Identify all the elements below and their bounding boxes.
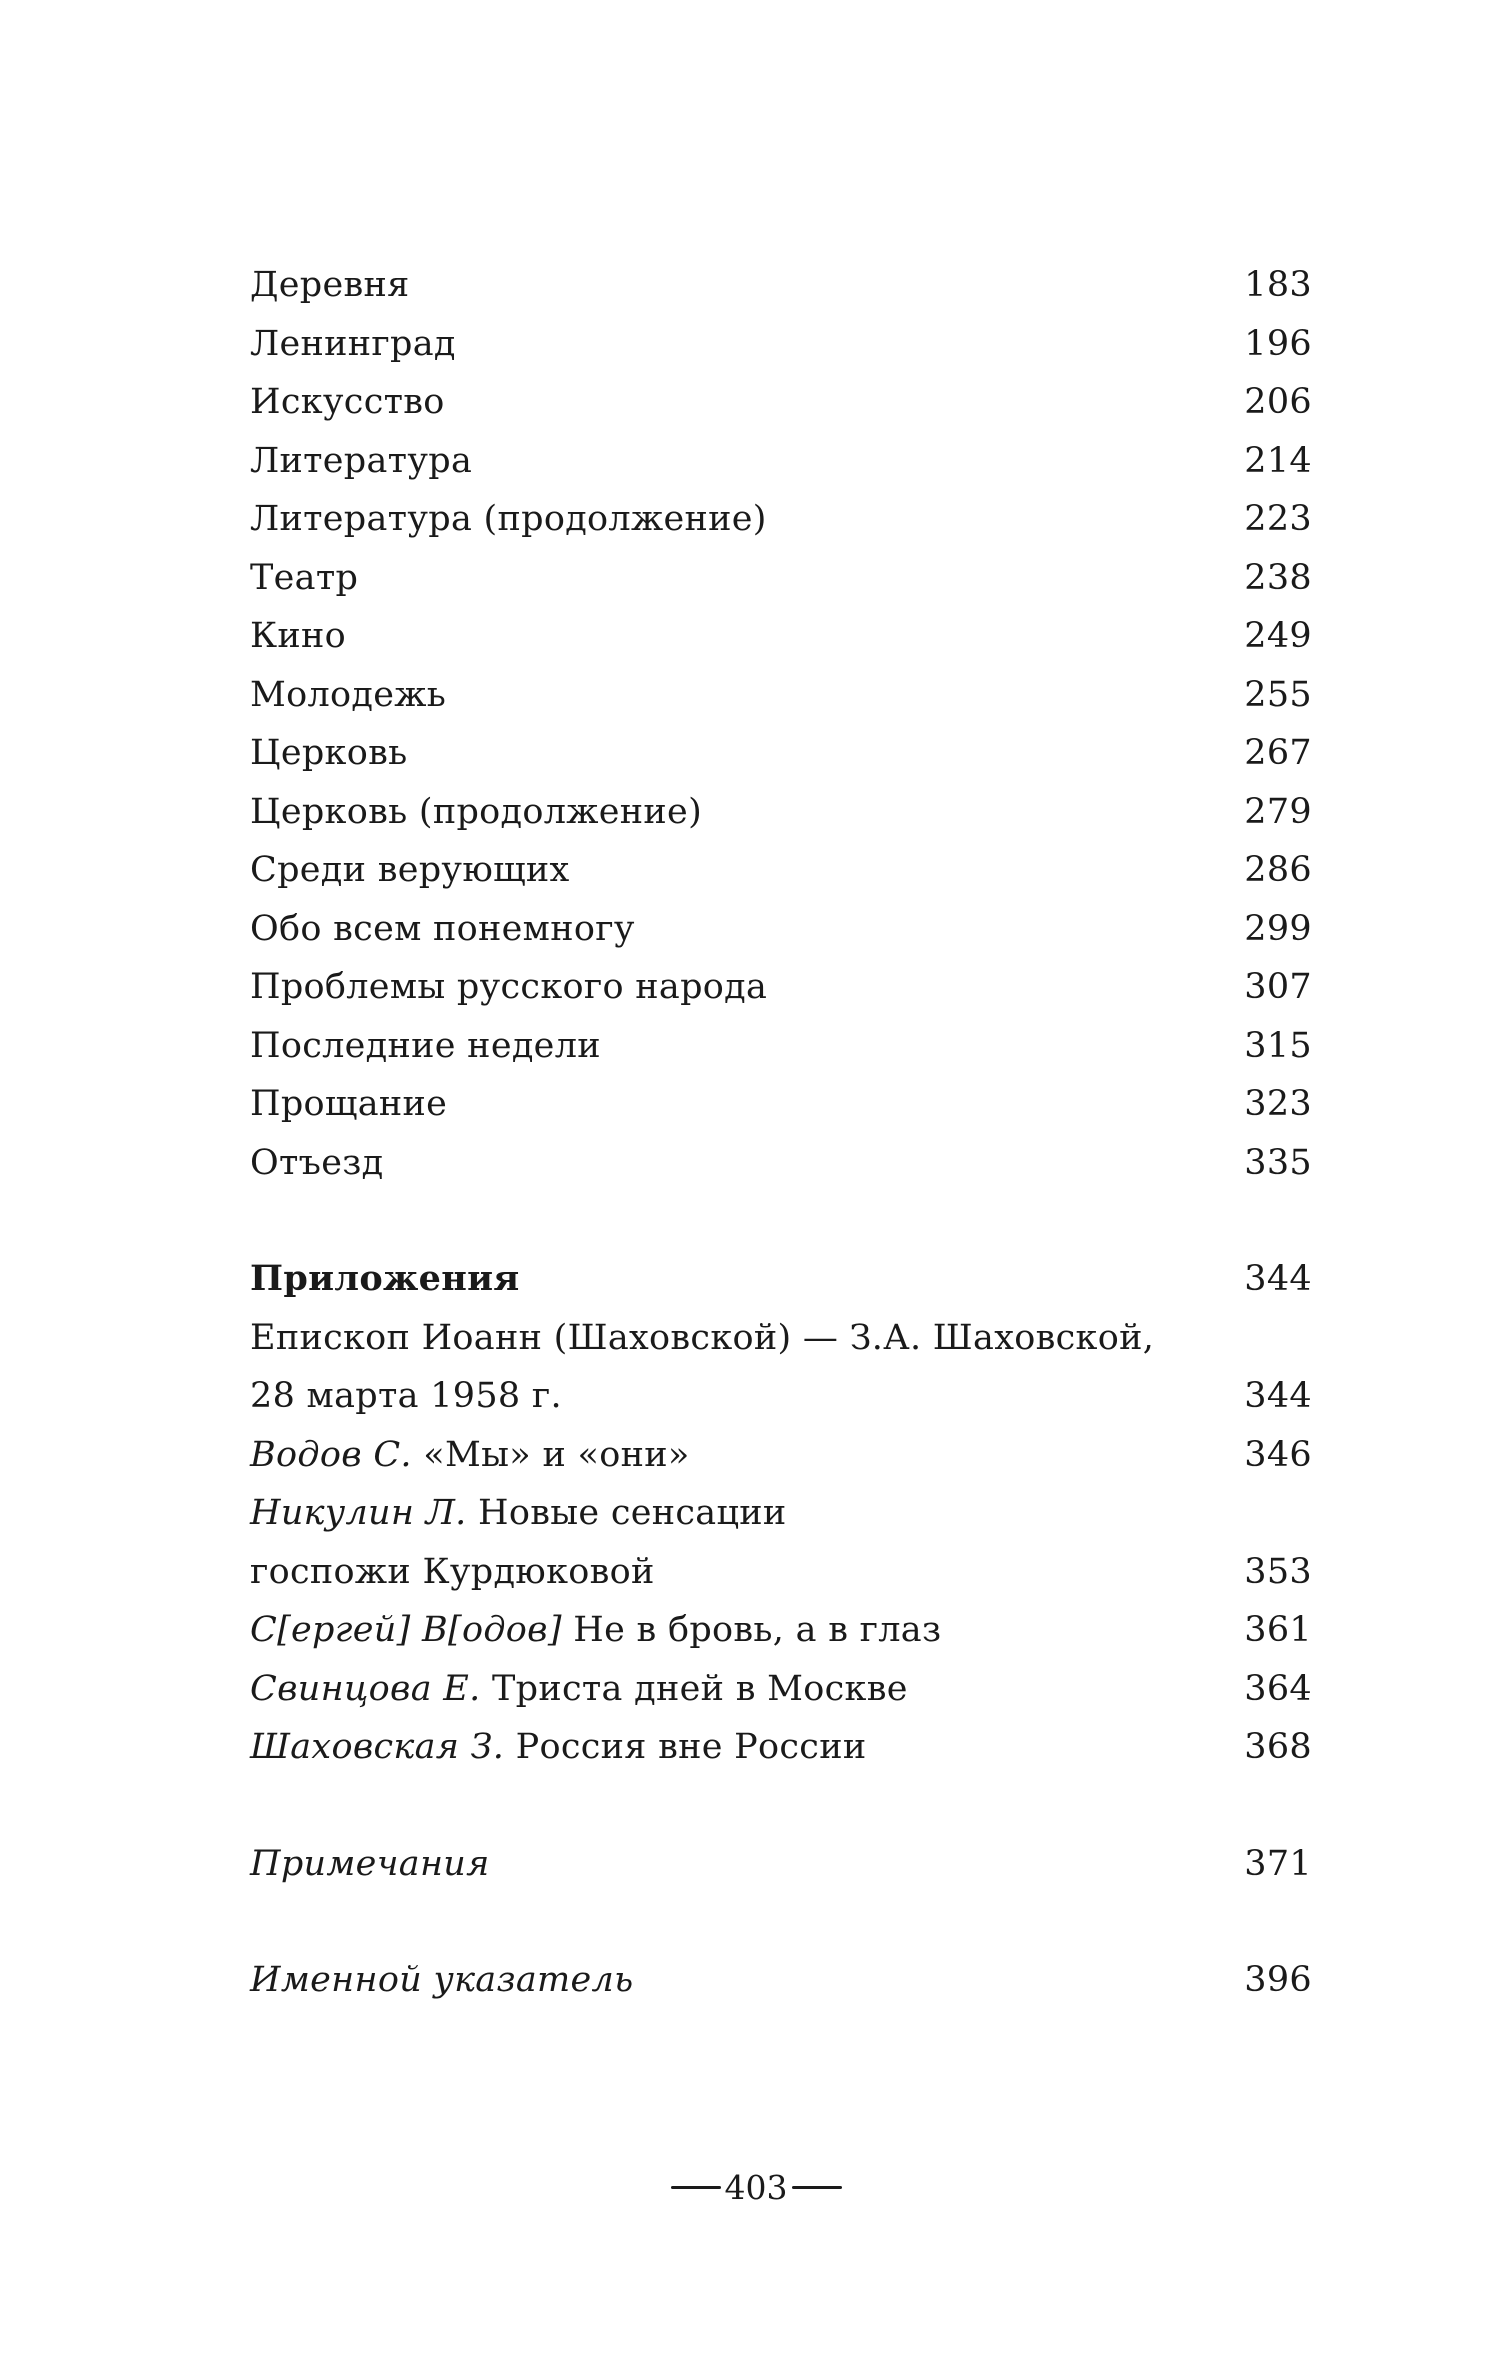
- dot-leader: [393, 1139, 1236, 1174]
- toc-entry-title: [250, 1484, 787, 1543]
- toc-entry[interactable]: [250, 549, 1312, 608]
- toc-entry[interactable]: [250, 432, 1312, 491]
- toc-entry-page: 183: [1244, 265, 1312, 305]
- toc-entry-title: [250, 1951, 633, 2010]
- toc-entry[interactable]: [250, 256, 1312, 315]
- toc-entry-page: 267: [1244, 733, 1312, 773]
- toc-entry-page: 396: [1244, 1960, 1312, 2000]
- footer-ornament-right: [792, 2186, 842, 2189]
- toc-entry-index[interactable]: [250, 1951, 1312, 2010]
- toc-entry-title: Литература: [250, 440, 473, 481]
- toc-entry-page: 214: [1244, 440, 1312, 481]
- toc-entry-page: 223: [1244, 499, 1312, 539]
- dot-leader: [356, 612, 1236, 647]
- work-title: Новые сенсации: [478, 1493, 787, 1533]
- toc-entry-page: 206: [1244, 382, 1312, 422]
- toc-entry-page: 255: [1244, 674, 1312, 715]
- dot-leader: [457, 1080, 1236, 1115]
- toc-entry[interactable]: [250, 1075, 1312, 1134]
- toc-entry-title: Искусство: [250, 382, 445, 422]
- dot-leader: [580, 846, 1237, 881]
- toc-entry-page: 346: [1244, 1434, 1312, 1475]
- notes-title: Примечания: [250, 1843, 490, 1884]
- index-title: Именной указатель: [250, 1960, 634, 2000]
- toc-entry-title: Среди верующих: [250, 850, 570, 890]
- toc-entry[interactable]: [250, 1660, 1312, 1719]
- toc-entry-title: Прощание: [250, 1084, 448, 1124]
- toc-entry-page: 335: [1244, 1142, 1312, 1183]
- author-name: Свинцова Е.: [250, 1668, 481, 1709]
- toc-entry-title: [250, 1718, 866, 1777]
- toc-entry[interactable]: [250, 841, 1312, 900]
- dot-leader: [420, 261, 1237, 296]
- toc-entry-title: Проблемы русского народа: [250, 967, 768, 1007]
- toc-entry-page: 249: [1244, 616, 1312, 656]
- toc-entry[interactable]: [250, 1134, 1312, 1193]
- toc-entry[interactable]: [250, 783, 1312, 842]
- dot-leader: [572, 1372, 1236, 1407]
- toc-entry-page: 353: [1244, 1551, 1312, 1592]
- toc-entry-title: Театр: [250, 557, 359, 598]
- author-name: Шаховская З.: [250, 1727, 505, 1767]
- dot-leader: [368, 554, 1236, 589]
- toc-entry-appendix[interactable]: [250, 1250, 1312, 1309]
- appendix-heading-text: Приложения: [250, 1258, 520, 1299]
- toc-entry-title: Отъезд: [250, 1142, 384, 1183]
- section-spacer: [250, 1893, 1312, 1951]
- toc-entry[interactable]: [250, 1718, 1312, 1777]
- toc-entry-title: Деревня: [250, 265, 410, 305]
- toc-entry[interactable]: [250, 1017, 1312, 1076]
- toc-entry-page: 307: [1244, 967, 1312, 1007]
- toc-entry-title: Последние недели: [250, 1025, 601, 1066]
- work-title: Россия вне России: [515, 1727, 867, 1767]
- toc-entry-page: 196: [1244, 323, 1312, 364]
- dot-leader: [712, 788, 1236, 823]
- dot-leader: [951, 1606, 1236, 1641]
- toc-entry-page: 299: [1244, 908, 1312, 949]
- toc-entry-notes[interactable]: [250, 1835, 1312, 1894]
- author-name: Никулин Л.: [250, 1493, 467, 1533]
- dot-leader: [456, 671, 1236, 706]
- page-footer: [0, 2165, 1512, 2207]
- dot-leader: [777, 495, 1237, 530]
- toc-entry-page: 344: [1244, 1376, 1312, 1416]
- dot-leader: [643, 1956, 1236, 1991]
- toc-entry-page: 361: [1244, 1610, 1312, 1650]
- toc-entry-line: [250, 1309, 1312, 1368]
- author-name: Водов С.: [250, 1434, 412, 1475]
- section-spacer: [250, 1192, 1312, 1250]
- toc-entry[interactable]: [250, 900, 1312, 959]
- author-name: С[ергей] В[одов]: [250, 1610, 562, 1650]
- toc-entry-page: 344: [1244, 1259, 1312, 1299]
- toc-entry[interactable]: [250, 1426, 1312, 1485]
- toc-entry[interactable]: [250, 724, 1312, 783]
- work-title: «Мы» и «они»: [423, 1434, 690, 1475]
- toc-entry-title: 28 марта 1958 г.: [250, 1376, 562, 1416]
- toc-entry[interactable]: [250, 1367, 1312, 1426]
- dot-leader: [466, 320, 1237, 355]
- toc-entry-title: Епископ Иоанн (Шаховской) — З.А. Шаховской,: [250, 1317, 1155, 1358]
- toc-entry-title: госпожи Курдюковой: [250, 1551, 655, 1592]
- toc-entry[interactable]: [250, 1543, 1312, 1602]
- toc-entry-title: Церковь (продолжение): [250, 791, 703, 832]
- toc-entry-title: Кино: [250, 616, 347, 656]
- page-number: 403: [724, 2167, 788, 2207]
- appendix-heading: [250, 1250, 520, 1309]
- toc-entry[interactable]: [250, 666, 1312, 725]
- dot-leader: [530, 1255, 1237, 1290]
- toc-entry[interactable]: [250, 1601, 1312, 1660]
- toc-entry[interactable]: [250, 315, 1312, 374]
- dot-leader: [645, 905, 1237, 940]
- toc-entry-title: [250, 1835, 490, 1894]
- work-title: Не в бровь, а в глаз: [573, 1610, 942, 1650]
- dot-leader: [918, 1665, 1237, 1700]
- table-of-contents: [250, 256, 1312, 2010]
- toc-entry-page: 238: [1244, 557, 1312, 598]
- toc-entry-page: 364: [1244, 1668, 1312, 1709]
- toc-entry-title: Литература (продолжение): [250, 499, 767, 539]
- toc-entry-title: [250, 1660, 908, 1719]
- toc-entry[interactable]: [250, 958, 1312, 1017]
- toc-entry-page: 371: [1244, 1843, 1312, 1884]
- toc-entry[interactable]: [250, 490, 1312, 549]
- toc-entry-title: Обо всем понемногу: [250, 908, 635, 949]
- toc-entry-page: 286: [1244, 850, 1312, 890]
- toc-entry-title: Церковь: [250, 733, 408, 773]
- section-spacer: [250, 1777, 1312, 1835]
- dot-leader: [500, 1840, 1237, 1875]
- toc-entry-title: [250, 1426, 690, 1485]
- toc-entry-page: 315: [1244, 1025, 1312, 1066]
- dot-leader: [482, 437, 1236, 472]
- toc-entry-title: [250, 1601, 941, 1660]
- toc-entry-title: Молодежь: [250, 674, 447, 715]
- toc-entry[interactable]: [250, 373, 1312, 432]
- dot-leader: [665, 1548, 1237, 1583]
- dot-leader: [777, 963, 1236, 998]
- toc-entry-line: [250, 1484, 1312, 1543]
- dot-leader: [455, 378, 1237, 413]
- toc-entry-page: 368: [1244, 1727, 1312, 1767]
- toc-entry-page: 323: [1244, 1084, 1312, 1124]
- dot-leader: [611, 1022, 1236, 1057]
- toc-entry-title: Ленинград: [250, 323, 456, 364]
- toc-entry[interactable]: [250, 607, 1312, 666]
- dot-leader: [417, 729, 1236, 764]
- footer-ornament-left: [671, 2186, 721, 2189]
- toc-entry-page: 279: [1244, 791, 1312, 832]
- work-title: Триста дней в Москве: [492, 1668, 908, 1709]
- dot-leader: [700, 1431, 1237, 1466]
- dot-leader: [876, 1723, 1236, 1758]
